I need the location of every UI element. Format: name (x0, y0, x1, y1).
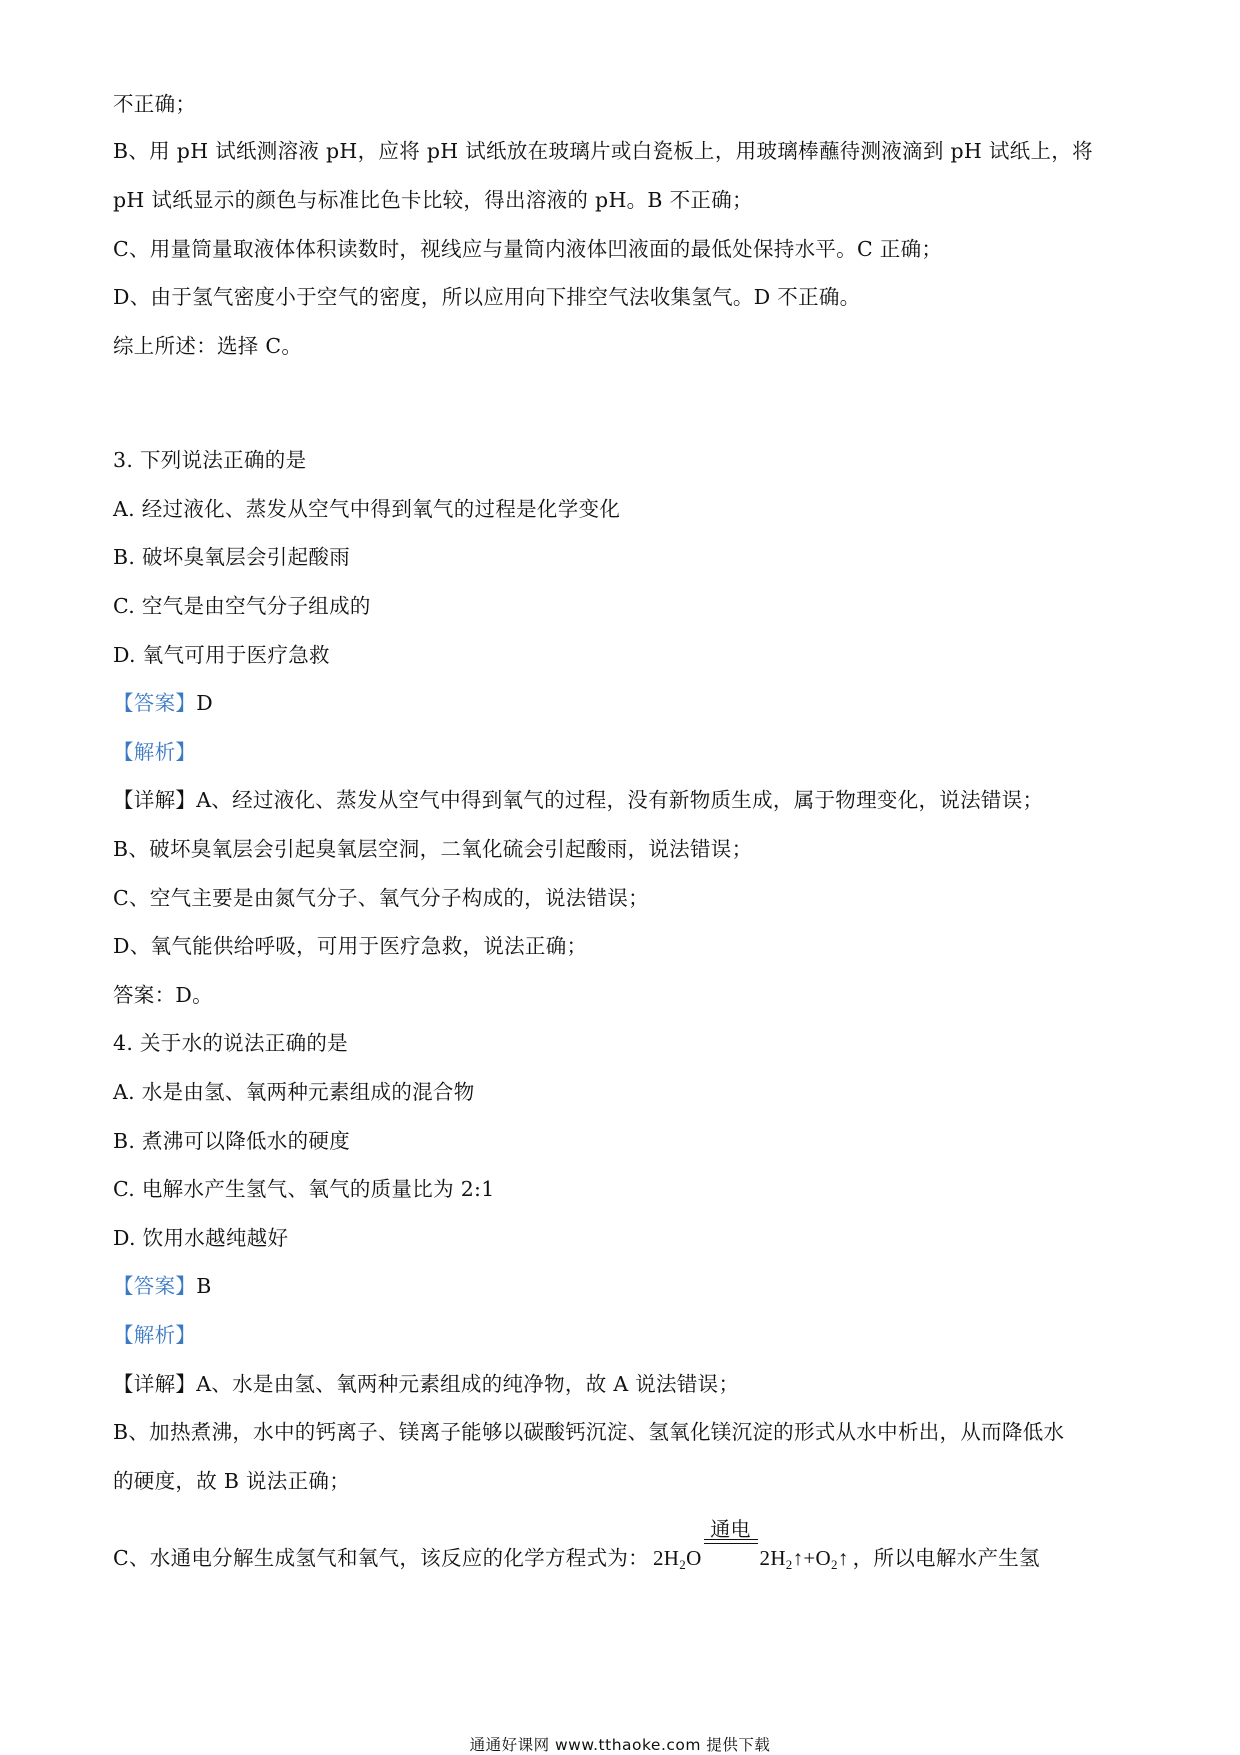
equals-bar-bottom (704, 1543, 758, 1544)
question-4-option-c: C. 电解水产生氢气、氧气的质量比为 2:1 (113, 1177, 495, 1201)
detail-text: A、水是由氢、氧两种元素组成的纯净物，故 A 说法错误； (196, 1372, 740, 1396)
question-3-analysis (113, 738, 196, 766)
question-4-option-d: D. 饮用水越纯越好 (113, 1226, 289, 1250)
question-3-detail-b: B、破坏臭氧层会引起臭氧层空洞，二氧化硫会引起酸雨，说法错误； (113, 837, 753, 861)
question-3-final-answer: 答案：D。 (113, 983, 213, 1007)
detail-tag: 【详解】 (113, 788, 197, 812)
question-3-detail-c: C、空气主要是由氮气分子、氧气分子构成的，说法错误； (113, 886, 649, 910)
question-3-option-a: A. 经过液化、蒸发从空气中得到氧气的过程是化学变化 (113, 497, 621, 521)
question-4-detail-c (113, 1517, 1040, 1579)
detail-text: ，所以电解水产生氢 (852, 1546, 1040, 1570)
question-4-analysis (113, 1321, 196, 1349)
equation-product-1: 2H (759, 1546, 786, 1570)
equation-subscript: 2 (785, 1557, 793, 1572)
question-3-option-b: B. 破坏臭氧层会引起酸雨 (113, 545, 350, 569)
chemical-equation (652, 1517, 849, 1579)
text-line: D、由于氢气密度小于空气的密度，所以应用向下排空气法收集氢气。D 不正确。 (113, 285, 861, 309)
analysis-tag: 【解析】 (113, 1323, 197, 1347)
question-4-answer (113, 1272, 212, 1300)
question-4-option-b: B. 煮沸可以降低水的硬度 (113, 1129, 350, 1153)
reaction-condition-label: 通电 (710, 1517, 751, 1541)
equals-bar-top (704, 1539, 758, 1540)
answer-value: D (196, 691, 213, 715)
question-3-detail-a (113, 786, 1043, 814)
equation-subscript: 2 (831, 1557, 838, 1572)
detail-tag: 【详解】 (113, 1372, 197, 1396)
question-4-detail-b-line1: B、加热煮沸，水中的钙离子、镁离子能够以碳酸钙沉淀、氢氧化镁沉淀的形式从水中析出，从而降低水 (113, 1420, 1065, 1444)
text-line: pH 试纸显示的颜色与标准比色卡比较，得出溶液的 pH。B 不正确； (113, 188, 753, 212)
text-line: 不正确； (113, 92, 197, 116)
equation-reactant-tail: O (686, 1546, 702, 1570)
answer-value: B (196, 1274, 212, 1298)
text-line: C、用量筒量取液体体积读数时，视线应与量筒内液体凹液面的最低处保持水平。C 正确； (113, 237, 943, 261)
detail-text: A、经过液化、蒸发从空气中得到氧气的过程，没有新物质生成，属于物理变化，说法错误； (196, 788, 1044, 812)
page-footer: 通通好课网 www.tthaoke.com 提供下载 (469, 1736, 771, 1754)
equation-reactant: 2H (652, 1546, 680, 1570)
detail-text: C、水通电分解生成氢气和氧气，该反应的化学方程式为： (113, 1546, 649, 1570)
question-3-answer (113, 689, 213, 717)
question-3-option-c: C. 空气是由空气分子组成的 (113, 594, 371, 618)
question-4-detail-a (113, 1370, 739, 1398)
question-4-option-a: A. 水是由氢、氧两种元素组成的混合物 (113, 1080, 475, 1104)
question-3-option-d: D. 氧气可用于医疗急救 (113, 643, 330, 667)
text-line: B、用 pH 试纸测溶液 pH，应将 pH 试纸放在玻璃片或白瓷板上，用玻璃棒蘸待测液滴到 pH 试纸上，将 (113, 139, 1093, 163)
question-4-detail-b-line2: 的硬度，故 B 说法正确； (113, 1469, 350, 1493)
question-4-stem: 4. 关于水的说法正确的是 (113, 1031, 348, 1055)
text-line: 综上所述：选择 C。 (113, 334, 303, 358)
reaction-condition (704, 1517, 758, 1565)
equation-product-2: ↑+O (792, 1546, 832, 1570)
analysis-tag: 【解析】 (113, 740, 197, 764)
equation-subscript: 2 (679, 1557, 687, 1572)
gas-arrow: ↑ (837, 1546, 849, 1570)
answer-tag: 【答案】 (113, 691, 197, 715)
answer-tag: 【答案】 (113, 1274, 197, 1298)
question-3-detail-d: D、氧气能供给呼吸，可用于医疗急救，说法正确； (113, 934, 588, 958)
question-3-stem: 3. 下列说法正确的是 (113, 448, 307, 472)
